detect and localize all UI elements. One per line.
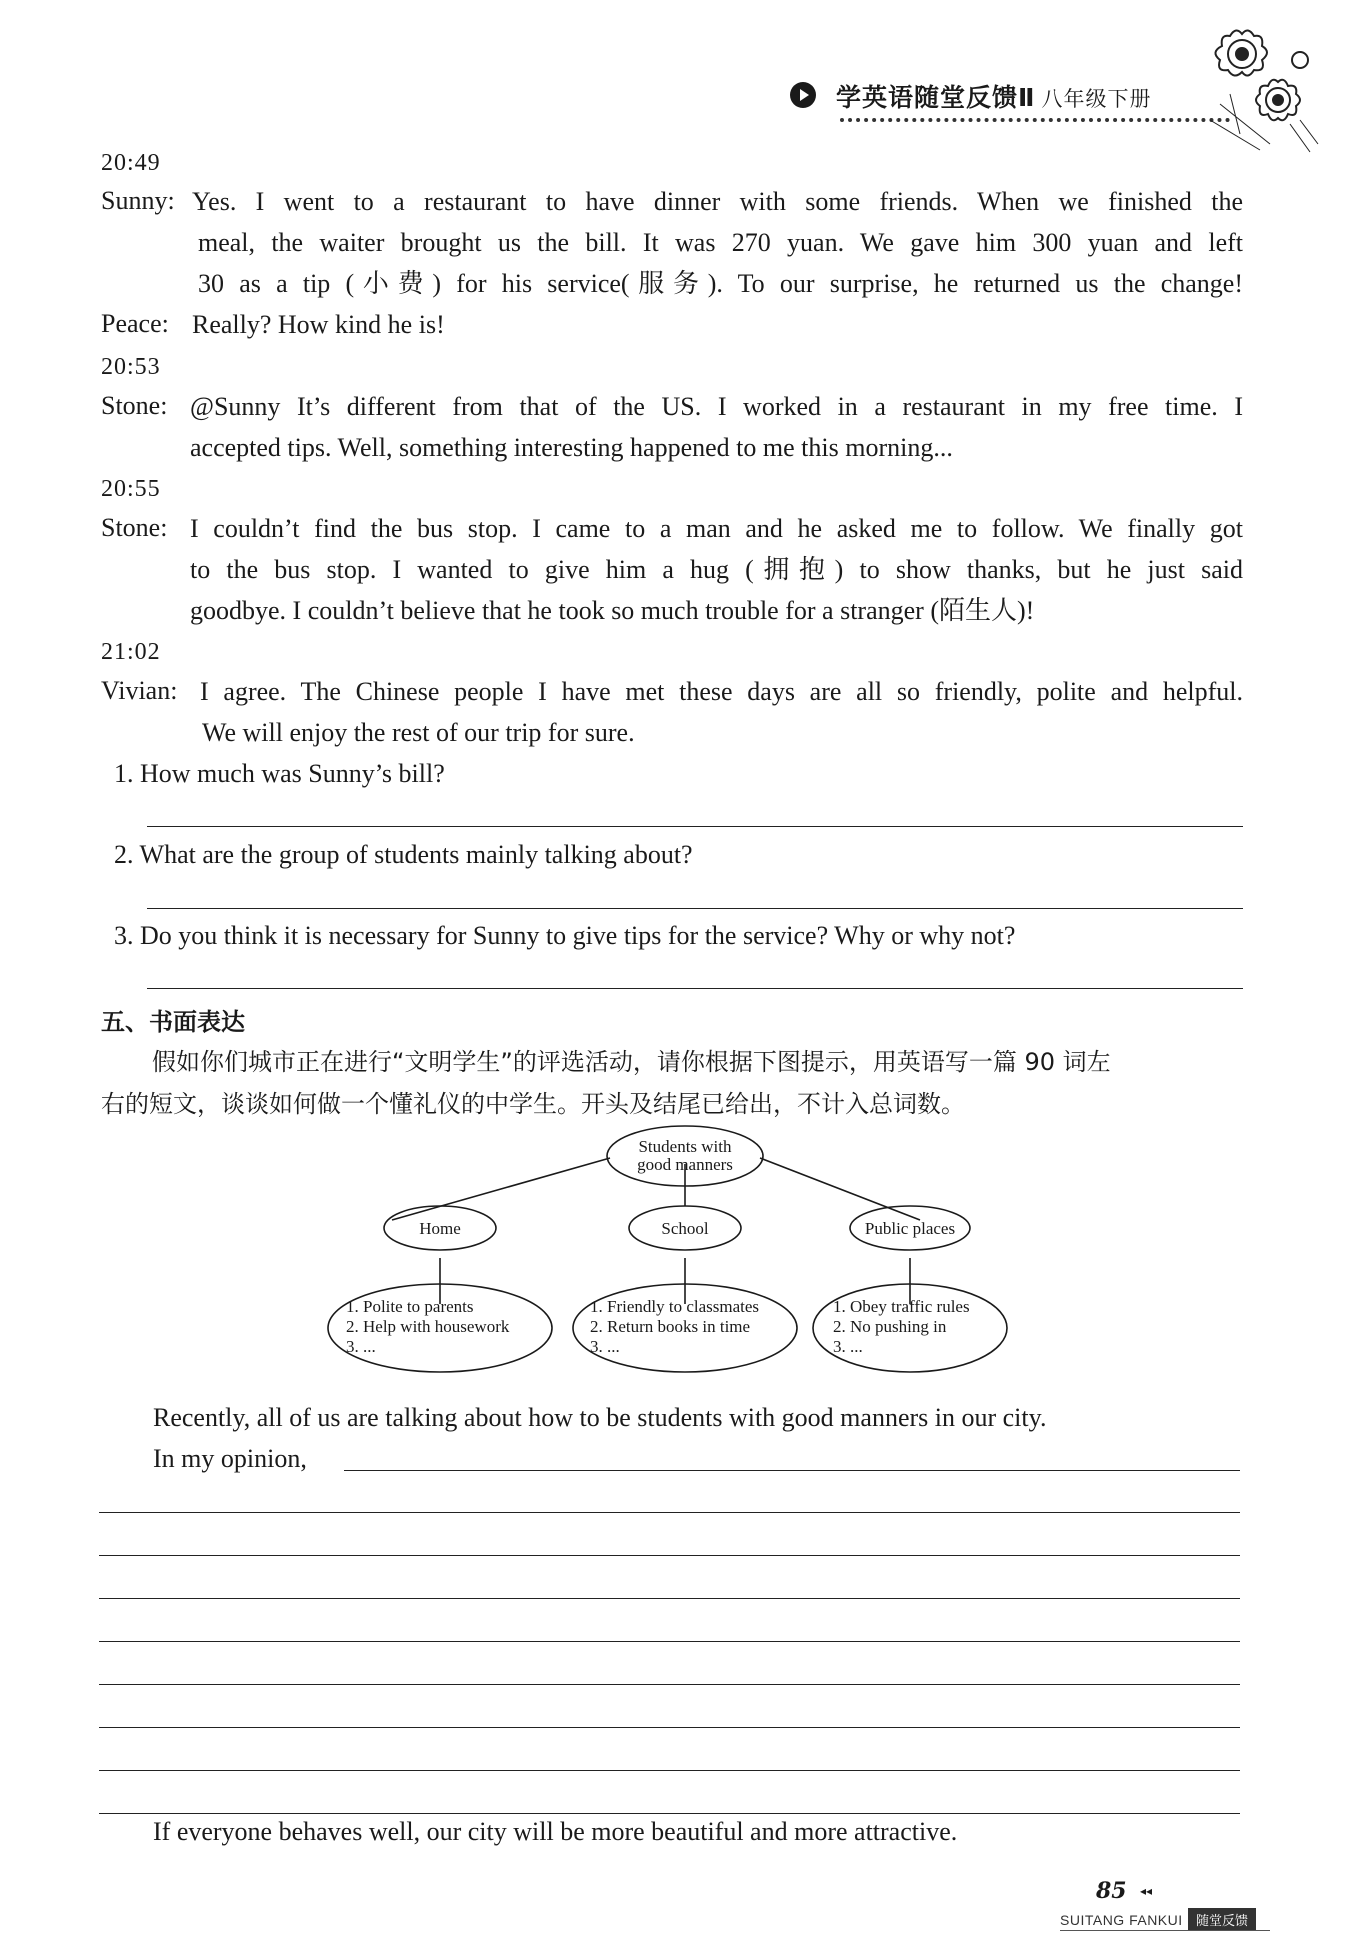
- chat-time: 21:02: [101, 639, 161, 665]
- play-icon: [790, 82, 816, 108]
- leaf-item: 2. No pushing in: [833, 1317, 947, 1336]
- speaker-name: Stone:: [101, 513, 168, 542]
- answer-blank[interactable]: [147, 908, 1243, 909]
- chat-line: We will enjoy the rest of our trip for sure.: [202, 718, 635, 747]
- footer-rule: [1060, 1930, 1270, 1931]
- answer-blank[interactable]: [147, 826, 1243, 827]
- answer-blank[interactable]: [147, 988, 1243, 989]
- speaker-name: Vivian:: [101, 676, 178, 705]
- chat-time: 20:49: [101, 150, 161, 176]
- chat-line: Yes. I went to a restaurant to have dinner with some friends. When we finished the: [192, 187, 1243, 216]
- connector-line: [392, 1158, 610, 1220]
- writing-line[interactable]: [344, 1470, 1240, 1471]
- chat-line: I agree. The Chinese people I have met these days are all so friendly, polite and helpful.: [200, 677, 1243, 706]
- writing-line[interactable]: [99, 1598, 1240, 1599]
- section-title: 五、书面表达: [101, 1008, 245, 1036]
- header-dotted-rule: [840, 118, 1230, 122]
- leaf-item: 3. ...: [346, 1337, 376, 1356]
- footer-brand-en: SUITANG FANKUI: [1060, 1912, 1183, 1928]
- chat-line: 30 as a tip (小费) for his service(服务). To our surprise, he returned us the change!: [198, 269, 1243, 298]
- chat-time: 20:53: [101, 354, 161, 380]
- chat-line: goodbye. I couldn’t believe that he took so much trouble for a stranger (陌生人)!: [190, 596, 1035, 625]
- speaker-name: Peace:: [101, 309, 169, 338]
- branch-label: Home: [419, 1219, 461, 1238]
- writing-line[interactable]: [99, 1727, 1240, 1728]
- branch-label: Public places: [864, 1219, 956, 1238]
- chat-line: Really? How kind he is!: [192, 310, 445, 339]
- connector-line: [760, 1158, 920, 1220]
- essay-opening: Recently, all of us are talking about how to be students with good manners in our city.: [153, 1403, 1047, 1432]
- speaker-name: Stone:: [101, 391, 168, 420]
- leaf-item: 1. Obey traffic rules: [833, 1297, 970, 1316]
- writing-line[interactable]: [99, 1512, 1240, 1513]
- leaf-item: 1. Friendly to classmates: [590, 1297, 760, 1316]
- question-text: 1. How much was Sunny’s bill?: [114, 759, 445, 788]
- leaf-item: 1. Polite to parents: [346, 1297, 474, 1316]
- chat-line: meal, the waiter brought us the bill. It was 270 yuan. We gave him 300 yuan and left: [198, 228, 1243, 257]
- question-text: 2. What are the group of students mainly talking about?: [114, 840, 693, 869]
- root-label: good manners: [637, 1155, 733, 1174]
- instruction-text: 假如你们城市正在进行“文明学生”的评选活动，请你根据下图提示，用英语写一篇 90 词左: [152, 1048, 1111, 1076]
- book-title-grade: 八年级下册: [1041, 87, 1152, 111]
- flower-decoration-icon: [1200, 24, 1320, 154]
- chat-time: 20:55: [101, 476, 161, 502]
- speaker-name: Sunny:: [101, 186, 175, 215]
- leaf-item: 3. ...: [833, 1337, 863, 1356]
- page-header: [790, 74, 1240, 124]
- page-number: 85: [1096, 1878, 1127, 1904]
- leaf-item: 2. Return books in time: [590, 1317, 751, 1336]
- writing-line[interactable]: [99, 1684, 1240, 1685]
- root-label: Students with: [638, 1137, 732, 1156]
- mind-map-diagram: [320, 1122, 1020, 1382]
- book-title: [836, 78, 1151, 114]
- writing-line[interactable]: [99, 1770, 1240, 1771]
- chat-line: I couldn’t find the bus stop. I came to a man and he asked me to follow. We finally got: [190, 514, 1243, 543]
- essay-closing: If everyone behaves well, our city will be more beautiful and more attractive.: [153, 1817, 958, 1846]
- leaf-item: 2. Help with housework: [346, 1317, 510, 1336]
- double-arrow-icon: ◂◂: [1140, 1884, 1153, 1898]
- instruction-text: 右的短文，谈谈如何做一个懂礼仪的中学生。开头及结尾已给出，不计入总词数。: [101, 1090, 965, 1118]
- writing-line[interactable]: [99, 1555, 1240, 1556]
- question-text: 3. Do you think it is necessary for Sunny to give tips for the service? Why or why not?: [114, 921, 1016, 950]
- footer-brand-badge: 随堂反馈: [1188, 1908, 1256, 1931]
- writing-line[interactable]: [99, 1641, 1240, 1642]
- chat-line: accepted tips. Well, something interesting happened to me this morning...: [190, 433, 953, 462]
- writing-line[interactable]: [99, 1813, 1240, 1814]
- leaf-item: 3. ...: [590, 1337, 620, 1356]
- book-title-main: 学英语随堂反馈Ⅱ: [836, 83, 1036, 112]
- chat-line: @Sunny It’s different from that of the US. I worked in a restaurant in my free time. I: [190, 392, 1243, 421]
- chat-line: to the bus stop. I wanted to give him a hug (拥抱) to show thanks, but he just said: [190, 555, 1243, 584]
- branch-label: School: [661, 1219, 709, 1238]
- essay-prompt: In my opinion,: [153, 1444, 307, 1473]
